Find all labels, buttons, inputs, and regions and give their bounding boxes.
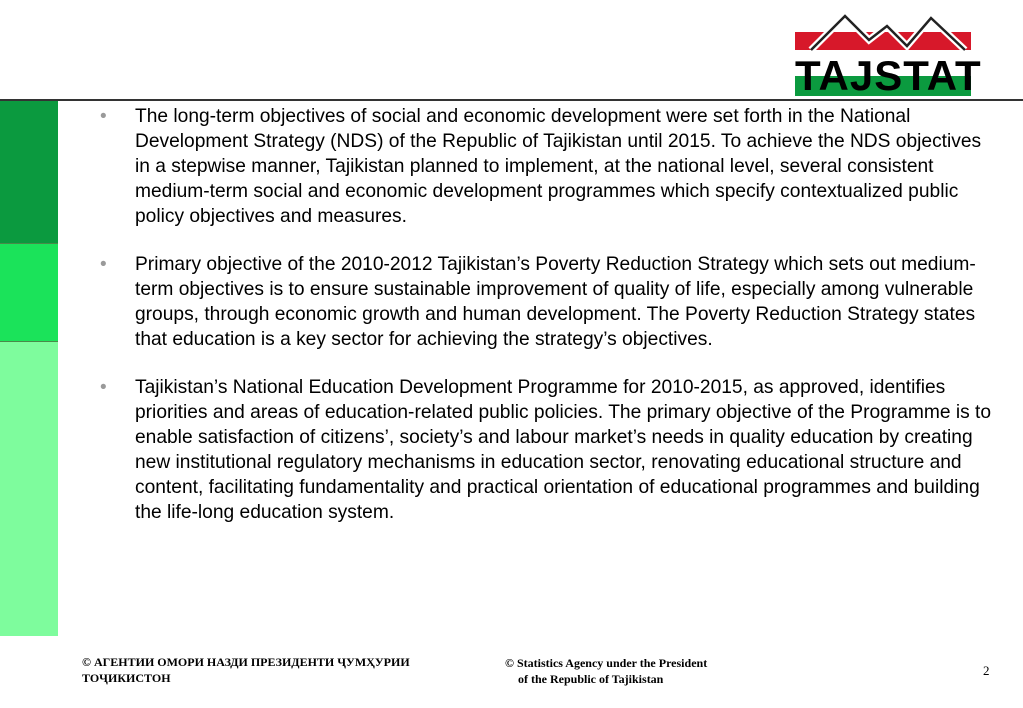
- footer-line-2: of the Republic of Tajikistan: [518, 672, 664, 686]
- logo-wordmark: TAJSTAT: [795, 52, 982, 99]
- sidebar-separator: [0, 243, 58, 244]
- bullet-text: The long-term objectives of social and economic development were set forth in the National Development Strategy (NDS) of the Republic of Tajikistan until 2015. To achieve the NDS objectives in a stepwise manner, Tajikistan planned to implement, at the national level, several consistent medium-term social and economic development programmes which specify contextualized public policy objectives and measures.: [135, 106, 982, 227]
- sidebar-separator: [0, 341, 58, 342]
- bullet-text: Primary objective of the 2010-2012 Tajikistan’s Poverty Reduction Strategy which sets out medium-term objectives is to ensure sustainable improvement of quality of life, especially among vulnerable groups, through economic growth and human development. The Poverty Reduction Strategy states that education is a key sector for achieving the strategy’s objectives.: [135, 254, 976, 350]
- sidebar-band-dark-green: [0, 101, 58, 243]
- list-item: [100, 375, 995, 525]
- bullet-icon: •: [100, 106, 107, 127]
- footer-copyright-tajik: © АГЕНТИИ ОМОРИ НАЗДИ ПРЕЗИДЕНТИ ҶУМҲУРИИ ТОҶИКИСТОН: [82, 655, 410, 685]
- list-item: [100, 104, 995, 229]
- bullet-icon: •: [100, 254, 107, 275]
- tajstat-logo: [795, 10, 982, 99]
- bullet-list: [100, 104, 995, 548]
- footer-line-1: © Statistics Agency under the President: [505, 656, 708, 670]
- footer-copyright-english: [505, 655, 775, 687]
- page-number: 2: [983, 663, 990, 678]
- sidebar-band-green: [0, 243, 58, 341]
- bullet-icon: •: [100, 377, 107, 398]
- sidebar-band-light-green: [0, 341, 58, 636]
- header-divider: [0, 99, 1023, 101]
- bullet-text: Tajikistan’s National Education Development Programme for 2010-2015, as approved, identifies priorities and areas of education-related public policies. The primary objective of the Programme is to enable satisfaction of citizens’, society’s and labour market’s needs in quality education by creating new institutional regulatory mechanisms in education sector, renovating educational structure and content, facilitating fundamentality and practical orientation of educational programmes and building the life-long education system.: [135, 377, 992, 523]
- list-item: [100, 252, 995, 352]
